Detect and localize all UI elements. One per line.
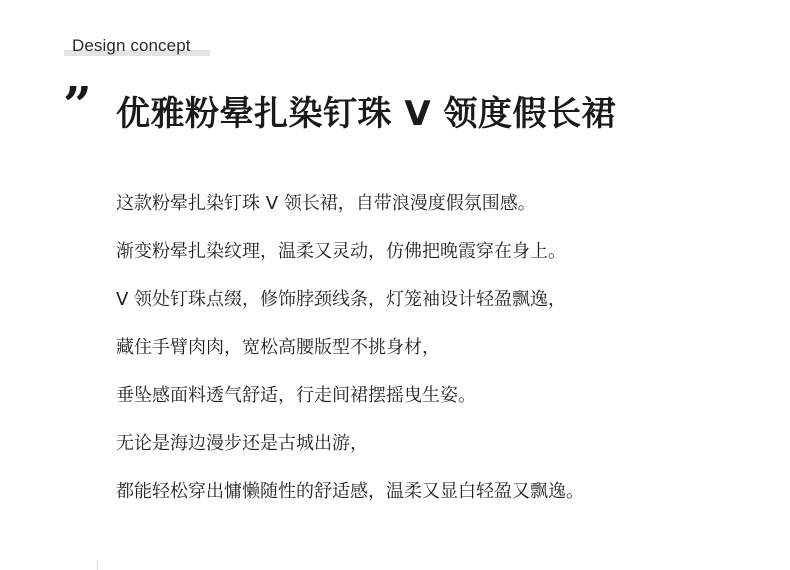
description-line: 垂坠感面料透气舒适，行走间裙摆摇曳生姿。 [116,385,476,406]
description-line: 无论是海边漫步还是古城出游， [116,433,368,454]
description-line: V 领处钉珠点缀，修饰脖颈线条，灯笼袖设计轻盈飘逸， [116,289,567,310]
page-title: 优雅粉晕扎染钉珠 V 领度假长裙 [116,94,616,134]
divider [97,560,98,570]
section-label-text: Design concept [72,36,191,55]
description-line: 渐变粉晕扎染纹理，温柔又灵动，仿佛把晚霞穿在身上。 [116,241,566,262]
description-line: 都能轻松穿出慵懒随性的舒适感，温柔又显白轻盈又飘逸。 [116,481,584,502]
description-paragraph [116,190,584,526]
description-line: 这款粉晕扎染钉珠 V 领长裙，自带浪漫度假氛围感。 [116,193,536,214]
section-label [64,36,210,58]
description-line: 藏住手臂肉肉，宽松高腰版型不挑身材， [116,337,440,358]
quote-mark-icon: ” [63,75,89,134]
